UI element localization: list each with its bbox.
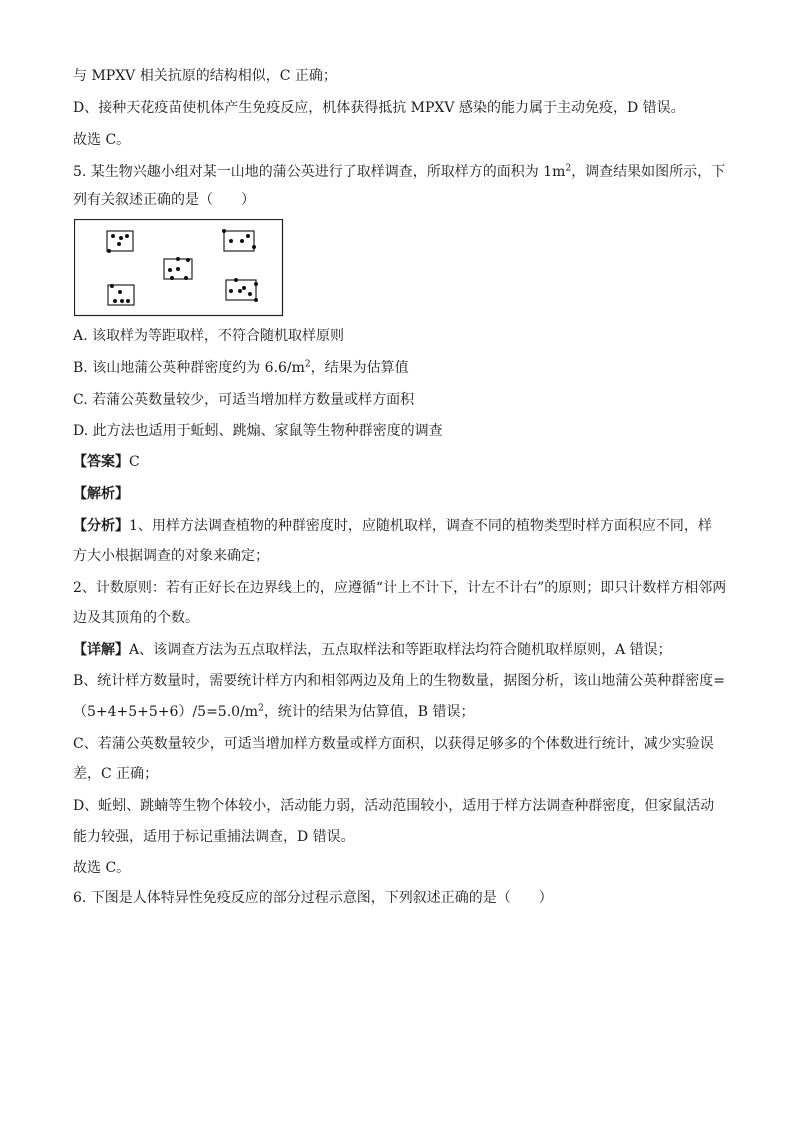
sample-plot-figure: [74, 219, 284, 317]
analysis-heading: 【解析】: [73, 486, 129, 502]
plot-center: [164, 257, 192, 280]
answer-line: 【答案】C: [73, 454, 140, 470]
analysis-line: 边及其顶角的个数。: [73, 610, 199, 626]
question-6-stem: 6. 下图是人体特异性免疫反应的部分过程示意图，下列叙述正确的是（ ）: [73, 890, 553, 906]
plot-top-right: [222, 229, 256, 251]
detail-line: B、统计样方数量时，需要统计样方内和相邻两边及角上的生物数量，据图分析，该山地蒲公英种群密度=: [73, 673, 726, 689]
detail-line: 【详解】A、该调查方法为五点取样法，五点取样法和等距取样法均符合随机取样原则，A 错误；: [73, 642, 672, 658]
detail-line: 能力较强，适用于标记重捕法调查，D 错误。: [73, 829, 355, 845]
option-c: C. 若蒲公英数量较少，可适当增加样方数量或样方面积: [73, 392, 415, 408]
detail-line: C、若蒲公英数量较少，可适当增加样方数量或样方面积，以获得足够多的个体数进行统计，减少实验误: [73, 736, 714, 752]
text-line: 与 MPXV 相关抗原的结构相似，C 正确；: [73, 68, 337, 84]
analysis-line: 2、计数原则：若有正好长在边界线上的，应遵循“计上不计下，计左不计右”的原则；即只计数样方相邻两: [73, 580, 727, 596]
question-5-stem-cont: 列有关叙述正确的是（ ）: [73, 192, 255, 208]
conclusion-line: 故选 C。: [73, 860, 131, 876]
plot-top-left: [107, 231, 133, 253]
option-a: A. 该取样为等距取样，不符合随机取样原则: [73, 328, 345, 344]
detail-line: $(5+4+5+5+6)/5=5.0/m^2$，统计的结果为估算值，B 错误；: [73, 703, 475, 720]
detail-line: 差，C 正确；: [73, 766, 159, 782]
text-line: 故选 C。: [73, 132, 131, 148]
option-b: B. 该山地蒲公英种群密度约为 $6.6/m^2$，结果为估算值: [73, 359, 409, 376]
analysis-line: 【分析】1、用样方法调查植物的种群密度时，应随机取样，调查不同的植物类型时样方面积应不同，样: [73, 518, 712, 534]
analysis-line: 方大小根据调查的对象来确定；: [73, 548, 269, 564]
plot-bottom-right: [226, 278, 258, 302]
option-d: D. 此方法也适用于蚯蚓、跳煽、家鼠等生物种群密度的调查: [73, 423, 443, 439]
question-5-stem: 5. 某生物兴趣小组对某一山地的蒲公英进行了取样调查，所取样方的面积为 $1m^2$，调查结果如图所示，下: [73, 163, 726, 180]
text-line: D、接种天花疫苗使机体产生免疫反应，机体获得抵抗 MPXV 感染的能力属于主动免疫，D 错误。: [73, 100, 685, 116]
plot-bottom-left: [108, 284, 134, 305]
detail-line: D、蚯蚓、跳蝻等生物个体较小，活动能力弱，活动范围较小，适用于样方法调查种群密度，但家鼠活动: [73, 798, 715, 814]
